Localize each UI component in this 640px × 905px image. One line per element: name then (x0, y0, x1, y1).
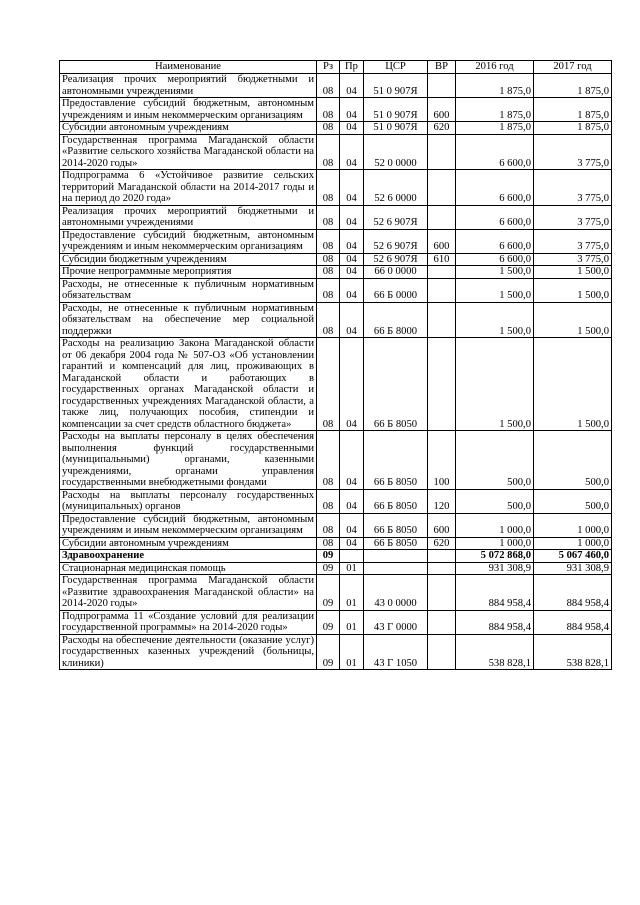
cell-name: Прочие непрограммные мероприятия (60, 266, 317, 279)
cell-name: Субсидии автономным учреждениям (60, 122, 317, 135)
cell-name: Субсидии бюджетным учреждениям (60, 253, 317, 266)
cell-rz: 09 (317, 575, 340, 611)
cell-name: Расходы, не отнесенные к публичным нормативным обязательствам (60, 278, 317, 302)
cell-2017: 884 958,4 (534, 575, 612, 611)
cell-rz: 08 (317, 253, 340, 266)
cell-2016: 1 875,0 (456, 74, 534, 98)
cell-rz: 08 (317, 229, 340, 253)
cell-rz: 08 (317, 513, 340, 537)
cell-2017: 1 875,0 (534, 122, 612, 135)
cell-name: Предоставление субсидий бюджетным, автономным учреждениям и иным некоммерческим организациям (60, 513, 317, 537)
cell-csr: 66 Б 8050 (364, 489, 428, 513)
cell-pr: 01 (340, 562, 364, 575)
cell-vr (428, 338, 456, 431)
cell-2016: 500,0 (456, 489, 534, 513)
cell-pr: 04 (340, 338, 364, 431)
table-row (60, 513, 612, 537)
cell-2016: 1 500,0 (456, 302, 534, 338)
cell-pr: 04 (340, 537, 364, 550)
cell-rz: 09 (317, 634, 340, 670)
cell-2017: 5 067 460,0 (534, 550, 612, 563)
cell-csr: 51 0 907Я (364, 98, 428, 122)
cell-2017: 3 775,0 (534, 205, 612, 229)
cell-2016: 931 308,9 (456, 562, 534, 575)
cell-pr: 04 (340, 489, 364, 513)
cell-pr: 01 (340, 575, 364, 611)
col-header-pr: Пр (340, 61, 364, 74)
budget-table (59, 60, 612, 670)
cell-2016: 1 000,0 (456, 537, 534, 550)
cell-pr: 04 (340, 278, 364, 302)
cell-rz: 08 (317, 134, 340, 170)
cell-vr: 610 (428, 253, 456, 266)
table-row (60, 610, 612, 634)
col-header-csr: ЦСР (364, 61, 428, 74)
table-row (60, 98, 612, 122)
cell-2017: 1 000,0 (534, 537, 612, 550)
cell-2017: 931 308,9 (534, 562, 612, 575)
table-row (60, 278, 612, 302)
cell-vr: 100 (428, 431, 456, 490)
cell-name: Расходы на выплаты персоналу в целях обеспечения выполнения функций государственными (муниципальными) органами, казенными учреждениями, органами управления государственными внебюджетными фондами (60, 431, 317, 490)
cell-pr: 01 (340, 610, 364, 634)
cell-2017: 538 828,1 (534, 634, 612, 670)
cell-rz: 08 (317, 170, 340, 206)
col-header-vr: ВР (428, 61, 456, 74)
cell-vr (428, 170, 456, 206)
cell-name: Подпрограмма 6 «Устойчивое развитие сельских территорий Магаданской области на 2014-2017 годы и на период до 2020 года» (60, 170, 317, 206)
cell-pr: 04 (340, 266, 364, 279)
cell-pr: 04 (340, 74, 364, 98)
cell-vr: 600 (428, 513, 456, 537)
cell-rz: 08 (317, 537, 340, 550)
cell-rz: 08 (317, 98, 340, 122)
cell-csr: 66 Б 8000 (364, 302, 428, 338)
cell-rz: 09 (317, 562, 340, 575)
cell-2017: 884 958,4 (534, 610, 612, 634)
cell-2017: 1 875,0 (534, 98, 612, 122)
cell-2017: 1 500,0 (534, 266, 612, 279)
cell-csr: 66 Б 8050 (364, 513, 428, 537)
cell-vr: 620 (428, 537, 456, 550)
table-row (60, 489, 612, 513)
cell-csr: 52 6 0000 (364, 170, 428, 206)
cell-name: Подпрограмма 11 «Создание условий для реализации государственной программы» на 2014-2020 годы» (60, 610, 317, 634)
cell-2017: 1 500,0 (534, 338, 612, 431)
cell-vr: 120 (428, 489, 456, 513)
cell-2017: 500,0 (534, 489, 612, 513)
col-header-2017: 2017 год (534, 61, 612, 74)
cell-csr: 51 0 907Я (364, 74, 428, 98)
cell-name: Предоставление субсидий бюджетным, автономным учреждениям и иным некоммерческим организациям (60, 229, 317, 253)
cell-csr: 43 Г 0000 (364, 610, 428, 634)
cell-2017: 1 500,0 (534, 302, 612, 338)
cell-rz: 09 (317, 610, 340, 634)
cell-2017: 1 500,0 (534, 278, 612, 302)
cell-2016: 6 600,0 (456, 229, 534, 253)
cell-csr: 52 6 907Я (364, 229, 428, 253)
cell-pr: 04 (340, 253, 364, 266)
cell-name: Реализация прочих мероприятий бюджетными и автономными учреждениями (60, 205, 317, 229)
cell-pr (340, 550, 364, 563)
cell-vr (428, 266, 456, 279)
cell-2016: 6 600,0 (456, 253, 534, 266)
table-row (60, 634, 612, 670)
cell-vr (428, 634, 456, 670)
cell-2016: 1 500,0 (456, 266, 534, 279)
cell-pr: 04 (340, 229, 364, 253)
table-row (60, 170, 612, 206)
col-header-2016: 2016 год (456, 61, 534, 74)
cell-name: Субсидии автономным учреждениям (60, 537, 317, 550)
cell-csr (364, 562, 428, 575)
cell-rz: 08 (317, 74, 340, 98)
table-row (60, 431, 612, 490)
cell-2017: 1 875,0 (534, 74, 612, 98)
cell-csr: 66 Б 8050 (364, 431, 428, 490)
table-row (60, 205, 612, 229)
table-row (60, 338, 612, 431)
cell-rz: 09 (317, 550, 340, 563)
table-row (60, 562, 612, 575)
cell-2017: 500,0 (534, 431, 612, 490)
cell-vr: 600 (428, 229, 456, 253)
table-row (60, 266, 612, 279)
table-row (60, 134, 612, 170)
cell-2016: 6 600,0 (456, 170, 534, 206)
col-header-rz: Рз (317, 61, 340, 74)
cell-2016: 5 072 868,0 (456, 550, 534, 563)
cell-pr: 04 (340, 134, 364, 170)
cell-vr (428, 575, 456, 611)
cell-2016: 884 958,4 (456, 575, 534, 611)
cell-pr: 04 (340, 122, 364, 135)
cell-name: Расходы, не отнесенные к публичным нормативным обязательствам на обеспечение мер социальной поддержки (60, 302, 317, 338)
cell-name: Расходы на обеспечение деятельности (оказание услуг) государственных казенных учреждений (больницы, клиники) (60, 634, 317, 670)
cell-2016: 1 875,0 (456, 98, 534, 122)
table-row (60, 575, 612, 611)
cell-csr: 66 0 0000 (364, 266, 428, 279)
cell-rz: 08 (317, 278, 340, 302)
cell-2016: 884 958,4 (456, 610, 534, 634)
cell-vr: 600 (428, 98, 456, 122)
cell-pr: 04 (340, 302, 364, 338)
cell-pr: 04 (340, 513, 364, 537)
cell-pr: 04 (340, 431, 364, 490)
cell-csr: 43 Г 1050 (364, 634, 428, 670)
cell-rz: 08 (317, 302, 340, 338)
cell-vr: 620 (428, 122, 456, 135)
cell-2016: 1 500,0 (456, 338, 534, 431)
cell-rz: 08 (317, 489, 340, 513)
col-header-name: Наименование (60, 61, 317, 74)
cell-csr (364, 550, 428, 563)
cell-2017: 3 775,0 (534, 253, 612, 266)
cell-csr: 66 Б 8050 (364, 537, 428, 550)
cell-csr: 52 6 907Я (364, 253, 428, 266)
cell-pr: 04 (340, 98, 364, 122)
cell-name: Расходы на выплаты персоналу государственных (муниципальных) органов (60, 489, 317, 513)
cell-rz: 08 (317, 205, 340, 229)
cell-2017: 1 000,0 (534, 513, 612, 537)
cell-rz: 08 (317, 122, 340, 135)
table-row (60, 302, 612, 338)
cell-2017: 3 775,0 (534, 229, 612, 253)
table-row (60, 537, 612, 550)
cell-csr: 51 0 907Я (364, 122, 428, 135)
cell-name: Реализация прочих мероприятий бюджетными и автономными учреждениями (60, 74, 317, 98)
cell-rz: 08 (317, 338, 340, 431)
cell-csr: 66 Б 0000 (364, 278, 428, 302)
cell-vr (428, 134, 456, 170)
cell-2016: 6 600,0 (456, 134, 534, 170)
cell-rz: 08 (317, 431, 340, 490)
cell-vr (428, 205, 456, 229)
cell-2016: 500,0 (456, 431, 534, 490)
table-row (60, 550, 612, 563)
cell-name: Стационарная медицинская помощь (60, 562, 317, 575)
table-row (60, 229, 612, 253)
cell-pr: 04 (340, 205, 364, 229)
table-row (60, 253, 612, 266)
cell-name: Расходы на реализацию Закона Магаданской области от 06 декабря 2004 года № 507-ОЗ «Об установлении гарантий и компенсаций для лиц, проживающих в Магаданской области и работающих в государственных органах Магаданской области и государственных учреждениях Магаданской области, а также лиц, получающих пособия, стипендии и компенсации за счет средств областного бюджета» (60, 338, 317, 431)
cell-vr (428, 74, 456, 98)
cell-2016: 1 000,0 (456, 513, 534, 537)
cell-pr: 04 (340, 170, 364, 206)
cell-vr (428, 562, 456, 575)
cell-2017: 3 775,0 (534, 134, 612, 170)
cell-csr: 52 6 907Я (364, 205, 428, 229)
cell-name: Государственная программа Магаданской области «Развитие здравоохранения Магаданской области» на 2014-2020 годы» (60, 575, 317, 611)
cell-vr (428, 550, 456, 563)
table-body (60, 74, 612, 670)
cell-name: Государственная программа Магаданской области «Развитие сельского хозяйства Магаданской области на 2014-2020 годы» (60, 134, 317, 170)
table-row (60, 122, 612, 135)
cell-csr: 52 0 0000 (364, 134, 428, 170)
cell-csr: 43 0 0000 (364, 575, 428, 611)
cell-2016: 1 875,0 (456, 122, 534, 135)
cell-csr: 66 Б 8050 (364, 338, 428, 431)
cell-name: Здравоохранение (60, 550, 317, 563)
cell-name: Предоставление субсидий бюджетным, автономным учреждениям и иным некоммерческим организациям (60, 98, 317, 122)
cell-2017: 3 775,0 (534, 170, 612, 206)
table-row (60, 74, 612, 98)
cell-2016: 6 600,0 (456, 205, 534, 229)
cell-vr (428, 302, 456, 338)
table-header-row (60, 61, 612, 74)
cell-vr (428, 278, 456, 302)
cell-2016: 1 500,0 (456, 278, 534, 302)
cell-rz: 08 (317, 266, 340, 279)
cell-vr (428, 610, 456, 634)
cell-2016: 538 828,1 (456, 634, 534, 670)
cell-pr: 01 (340, 634, 364, 670)
